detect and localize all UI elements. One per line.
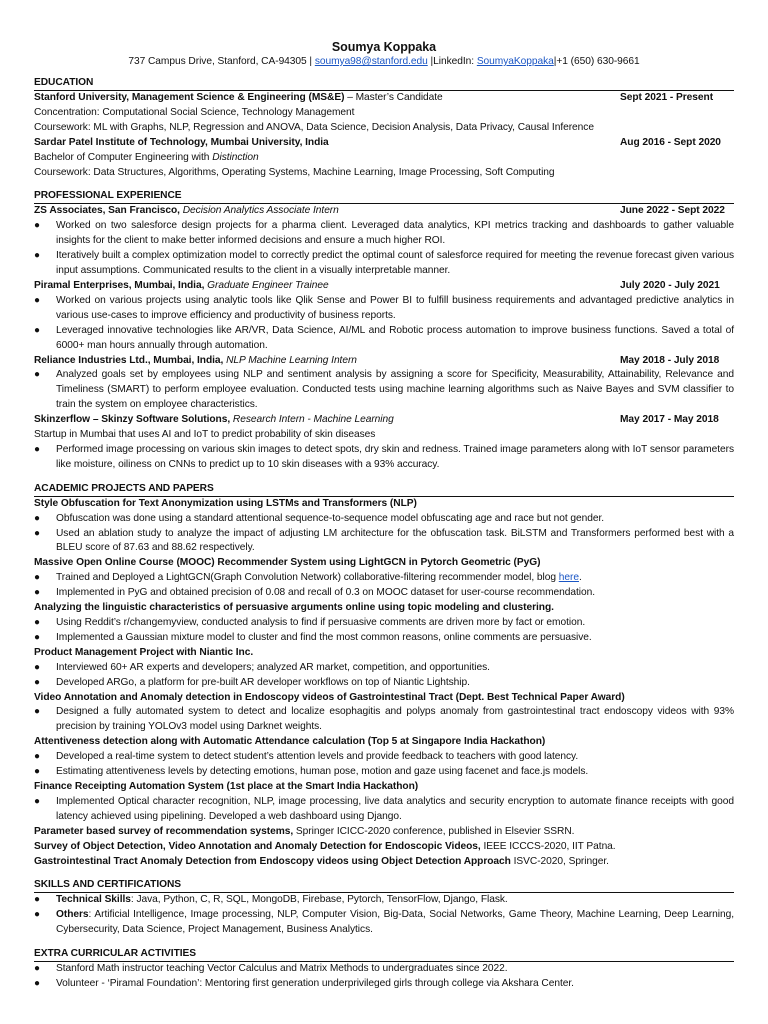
bullet-icon: ●: [34, 661, 40, 673]
list-item: ● Implemented in PyG and obtained precision of 0.08 and recall of 0.3 on MOOC dataset for user-course recommendation.: [34, 586, 734, 601]
job-dates: July 2020 - July 2021: [620, 279, 720, 291]
education-line: Coursework: Data Structures, Algorithms, Operating Systems, Machine Learning, Image Processing, Soft Computing: [34, 166, 555, 178]
job-header: [34, 279, 734, 294]
paper-entry: [34, 825, 734, 840]
project-title: Style Obfuscation for Text Anonymization using LSTMs and Transformers (NLP): [34, 497, 417, 509]
school-name: Sardar Patel Institute of Technology, Mumbai University, India: [34, 136, 329, 148]
degree-line: [34, 151, 734, 166]
bullet-icon: ●: [34, 250, 40, 262]
section-heading-projects: ACADEMIC PROJECTS AND PAPERS: [34, 482, 734, 497]
paper-entry: [34, 855, 734, 870]
project-title: Massive Open Online Course (MOOC) Recommender System using LightGCN in Pytorch Geometric (PyG): [34, 557, 541, 569]
bullet-icon: ●: [34, 676, 40, 688]
address-text: 737 Campus Drive, Stanford, CA-94305 |: [128, 56, 315, 67]
skill-label: Technical Skills: [56, 894, 131, 906]
email-link[interactable]: soumya98@stanford.edu: [314, 56, 428, 67]
project-title: Product Management Project with Niantic Inc.: [34, 646, 254, 658]
project-title: Analyzing the linguistic characteristics of persuasive arguments online using topic modeling and clustering.: [34, 602, 554, 614]
list-item: ● Implemented Optical character recognition, NLP, image processing, live data analytics and security encryption to automate finance receipts with good latency achieved using pipelining. Developed a web dashboard using Django.: [34, 795, 734, 825]
education-dates: Sept 2021 - Present: [620, 92, 714, 103]
job-title: Graduate Engineer Trainee: [204, 279, 329, 291]
bullet-icon: ●: [34, 894, 40, 906]
list-item: ● Developed a real-time system to detect student’s attention levels and provide feedback to teachers with good latency.: [34, 750, 734, 765]
section-heading-education: EDUCATION: [34, 76, 734, 91]
job-dates: June 2022 - Sept 2022: [620, 205, 725, 217]
degree-role: – Master’s Candidate: [344, 92, 443, 103]
bullet-icon: ●: [34, 512, 40, 524]
education-dates: Aug 2016 - Sept 2020: [620, 136, 721, 148]
section-heading-experience: PROFESSIONAL EXPERIENCE: [34, 189, 734, 204]
job-header: [34, 204, 734, 219]
list-item: ● Leveraged innovative technologies like AR/VR, Data Science, AI/ML and Robotic process automation to improve business functions. Saved a total of 6000+ man hours annually through automation.: [34, 324, 734, 354]
list-item: ● Estimating attentiveness levels by detecting emotions, human pose, motion and gaze using facenet and face.js models.: [34, 765, 734, 780]
section-heading-extracurricular: EXTRA CURRICULAR ACTIVITIES: [34, 947, 734, 962]
list-item: ● Analyzed goals set by employees using NLP and sentiment analysis by assigning a score for Specificity, Measurability, Attainability, Relevance and Timeliness (SMART) to perform employee evaluation. Conducted tests using machine learning algorithms such as Naive Bayes and SVM classifier to train the system on employee characteristics.: [34, 368, 734, 413]
bullet-icon: ●: [34, 706, 40, 718]
skill-label: Others: [56, 909, 89, 921]
list-item: ● Worked on various projects using analytic tools like Qlik Sense and Power BI to fulfill business requirements and advantaged predictive analytics in various use-cases to improve efficiency and productivity of business reports.: [34, 294, 734, 324]
bullet-icon: ●: [34, 766, 40, 778]
job-title: NLP Machine Learning Intern: [223, 354, 357, 366]
job-title: Decision Analytics Associate Intern: [179, 205, 339, 217]
list-item: ● Others: Artificial Intelligence, Image processing, NLP, Computer Vision, Big-Data, Social Networks, Game Theory, Machine Learning, Deep Learning, Cybersecurity, Data Science, Project Management, Business Analytics.: [34, 908, 734, 938]
list-item: ● Developed ARGo, a platform for pre-built AR developer workflows on top of Niantic Lightship.: [34, 676, 734, 691]
paper-title: Survey of Object Detection, Video Annotation and Anomaly Detection for Endoscopic Videos,: [34, 840, 481, 852]
education-line: Coursework: ML with Graphs, NLP, Regression and ANOVA, Data Science, Decision Analysis, Data Privacy, Causal Inference: [34, 121, 594, 133]
job-header: [34, 354, 734, 369]
project-title: Video Annotation and Anomaly detection in Endoscopy videos of Gastrointestinal Tract (Dept. Best Technical Paper Award): [34, 691, 625, 703]
list-item: ● Worked on two salesforce design projects for a pharma client. Leveraged data analytics, KPI metrics tracking and dashboards to gather valuable insights for the client to make better informed decisions and ensure a much higher ROI.: [34, 219, 734, 249]
list-item: ● Used an ablation study to analyze the impact of adjusting LM architecture for the obfuscation task. BiLSTM and Transformers performed best with a BLEU score of 87.63 and 88.62 respectively.: [34, 527, 734, 557]
company-name: Skinzerflow – Skinzy Software Solutions,: [34, 414, 231, 426]
bullet-icon: ●: [34, 963, 40, 975]
contact-line: [34, 55, 734, 69]
list-item: ● Trained and Deployed a LightGCN(Graph Convolution Network) collaborative-filtering recommender model, blog here.: [34, 571, 734, 586]
list-item: ● Obfuscation was done using a standard attentional sequence-to-sequence model obfuscating age and race but not gender.: [34, 512, 734, 527]
list-item: ● Performed image processing on various skin images to detect spots, dry skin and redness. Trained image parameters along with IoT sensor parameters like moisture, oiliness on CNNs to predict up to 10 skin diseases with a 93% accuracy.: [34, 443, 734, 473]
list-item: ● Volunteer - ‘Piramal Foundation’: Mentoring first generation underprivileged girls through college via Akshara Center.: [34, 977, 734, 992]
bullet-icon: ●: [34, 527, 40, 539]
education-entry-header: [34, 136, 734, 151]
list-item: ● Iteratively built a complex optimization model to correctly predict the optimal count of salesforce required for meeting the revenue forecast given various input assumptions. Communicated results to the client in a visually interpretable manner.: [34, 249, 734, 279]
section-heading-skills: SKILLS AND CERTIFICATIONS: [34, 878, 734, 893]
job-dates: May 2018 - July 2018: [620, 354, 720, 366]
bullet-icon: ●: [34, 978, 40, 990]
project-title: Attentiveness detection along with Automatic Attendance calculation (Top 5 at Singapore India Hackathon): [34, 736, 546, 748]
linkedin-label: |LinkedIn:: [427, 56, 477, 67]
list-item: ● Using Reddit’s r/changemyview, conducted analysis to find if persuasive comments are driven more by fact or emotion.: [34, 616, 734, 631]
paper-venue: ISVC-2020, Springer.: [510, 855, 609, 867]
paper-venue: IEEE ICCCS-2020, IIT Patna.: [480, 840, 616, 852]
job-title: Research Intern - Machine Learning: [230, 414, 394, 426]
bullet-icon: ●: [34, 909, 40, 921]
bullet-icon: ●: [34, 220, 40, 232]
bullet-icon: ●: [34, 617, 40, 628]
bullet-icon: ●: [34, 294, 40, 306]
bullet-icon: ●: [34, 324, 40, 336]
list-item: ● Technical Skills: Java, Python, C, R, SQL, MongoDB, Firebase, Pytorch, TensorFlow, Django, Flask.: [34, 893, 734, 908]
linkedin-link[interactable]: SoumyaKoppaka: [476, 56, 554, 67]
job-header: [34, 413, 734, 428]
company-description: Startup in Mumbai that uses AI and IoT to predict probability of skin diseases: [34, 429, 376, 441]
paper-entry: [34, 840, 734, 855]
project-title: Finance Receipting Automation System (1st place at the Smart India Hackathon): [34, 780, 419, 792]
paper-title: Parameter based survey of recommendation systems,: [34, 825, 294, 837]
education-entry-header: [34, 91, 734, 106]
paper-title: Gastrointestinal Tract Anomaly Detection from Endoscopy videos using Object Detection Approach: [34, 855, 511, 867]
company-name: Reliance Industries Ltd., Mumbai, India,: [34, 354, 224, 366]
blog-link[interactable]: here: [558, 572, 579, 584]
list-item: ● Implemented a Gaussian mixture model to cluster and find the most common reasons, online comments are persuasive.: [34, 631, 734, 646]
bullet-icon: ●: [34, 631, 40, 643]
bullet-icon: ●: [34, 572, 40, 584]
company-name: Piramal Enterprises, Mumbai, India,: [34, 279, 205, 291]
list-item: ● Interviewed 60+ AR experts and developers; analyzed AR market, competition, and opportunities.: [34, 661, 734, 676]
bullet-icon: ●: [34, 587, 40, 599]
company-name: ZS Associates, San Francisco,: [34, 205, 180, 217]
job-dates: May 2017 - May 2018: [620, 414, 719, 426]
phone-text: |+1 (650) 630-9661: [553, 56, 640, 67]
education-line: Concentration: Computational Social Science, Technology Management: [34, 106, 355, 118]
list-item: ● Designed a fully automated system to detect and localize esophagitis and polyps anomaly from gastrointestinal tract endoscopy videos with 93% precision by training YOLOv3 model using Darknet weights.: [34, 705, 734, 735]
bullet-icon: ●: [34, 443, 40, 455]
paper-venue: Springer ICICC-2020 conference, published in Elsevier SSRN.: [293, 825, 575, 837]
list-item: ● Stanford Math instructor teaching Vector Calculus and Matrix Methods to undergraduates since 2022.: [34, 962, 734, 977]
degree-honor: Distinction: [212, 151, 259, 163]
bullet-icon: ●: [34, 795, 40, 807]
degree-text: Bachelor of Computer Engineering with: [34, 151, 213, 163]
bullet-icon: ●: [34, 369, 40, 381]
bullet-icon: ●: [34, 751, 40, 763]
school-name: Stanford University, Management Science & Engineering (MS&E): [34, 92, 345, 103]
candidate-name: Soumya Koppaka: [331, 40, 437, 54]
